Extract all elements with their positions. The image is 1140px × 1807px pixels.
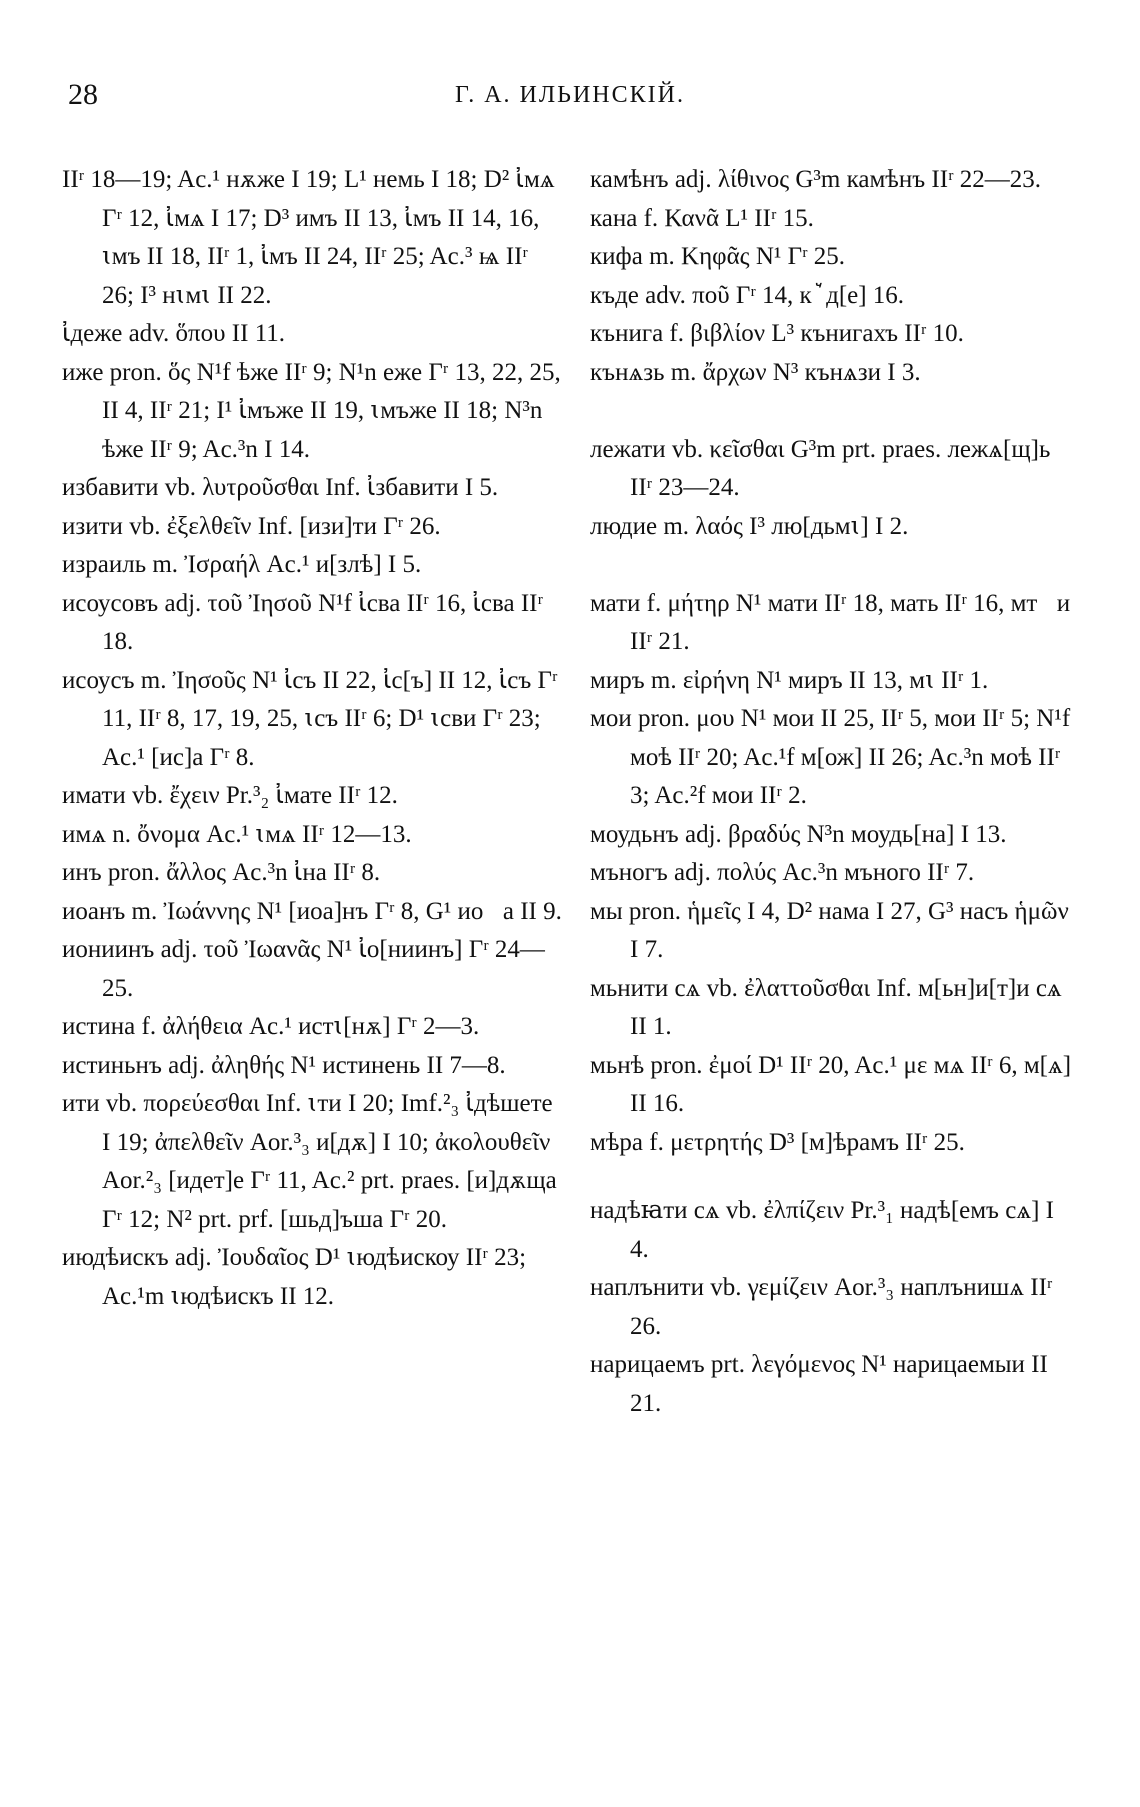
dictionary-entry: июдѣискъ adj. Ἰουδαῖος D¹ ꙇюдѣискоу IIʳ 23; Ac.¹m ꙇюдѣискъ II 12. xyxy=(62,1244,527,1310)
dictionary-entry: исоусъ m. Ἰησοῦς N¹ ꙇ҆съ II 22, ꙇ҆с[ъ] II 12, ꙇ҆съ Гʳ 11, IIʳ 8, 17, 19, 25, ꙇсъ IIʳ 6; D¹ ꙇсви Гʳ 23; Ac.¹ [ис]а Гʳ 8. xyxy=(62,666,558,771)
dictionary-entry: мы pron. ἡμεῖς I 4, D² нама I 27, G³ насъ ἡμῶν I 7. xyxy=(590,897,1069,963)
dictionary-entry: камѣнъ adj. λίθινος G³m камѣнъ IIʳ 22—23. xyxy=(590,166,1042,193)
dictionary-entry: мати f. μήτηρ N¹ мати IIʳ 18, мать IIʳ 16, мтⷥи IIʳ 21. xyxy=(590,589,1071,655)
section-gap xyxy=(590,1162,1078,1192)
dictionary-entry: кифа m. Κηφᾶς N¹ Гʳ 25. xyxy=(590,243,846,270)
page-number: 28 xyxy=(68,78,98,111)
dictionary-entry: мѣра f. μετρητής D³ [м]ѣрамъ IIʳ 25. xyxy=(590,1128,965,1156)
right-column xyxy=(590,161,1078,1423)
dictionary-entry: истина f. ἀλήθεια Ac.¹ истꙇ[нѫ] Гʳ 2—3. xyxy=(62,1013,480,1040)
dictionary-entry: къде adv. ποῦ Гʳ 14, кꙿд[е] 16. xyxy=(590,281,905,309)
dictionary-entry: лежати vb. κεῖσθαι G³m prt. praes. лежѧ[щ]ь IIʳ 23—24. xyxy=(590,435,1051,501)
dictionary-entry: иже pron. ὅς N¹f ѣже IIʳ 9; N¹n еже Гʳ 13, 22, 25, II 4, IIʳ 21; I¹ ꙇ҆мъже II 19, ꙇмъже II 18; N³n ѣже IIʳ 9; Ac.³n I 14. xyxy=(62,358,561,463)
running-head: Г. А. ИЛЬИНСКІЙ. xyxy=(455,82,685,108)
dictionary-entry: инъ pron. ἄλλος Ac.³n ꙇ҆на IIʳ 8. xyxy=(62,859,381,886)
dictionary-entry: людие m. λαός I³ лю[дьмꙇ] I 2. xyxy=(590,512,909,540)
dictionary-entry: ꙇ҆деже adv. ὅπου II 11. xyxy=(62,320,286,347)
dictionary-entry: имѧ n. ὄνομα Ac.¹ ꙇмѧ IIʳ 12—13. xyxy=(62,820,412,848)
dictionary-entry: моудьнъ adj. βραδύς N³n моудь[на] I 13. xyxy=(590,820,1007,848)
dictionary-entry: мъногъ adj. πολύς Ac.³n мъного IIʳ 7. xyxy=(590,859,975,886)
dictionary-entry: надѣꙗти сѧ vb. ἐλπίζειν Pr.³₁ надѣ[емъ сѧ] I 4. xyxy=(590,1197,1054,1263)
dictionary-entry: миръ m. εἰρήνη N¹ миръ II 13, мꙇ IIʳ 1. xyxy=(590,666,989,694)
dictionary-entry: кана f. Κανᾶ L¹ IIʳ 15. xyxy=(590,204,814,232)
dictionary-entry: иониинъ adj. τοῦ Ἰωανᾶς N¹ ꙇ҆о[ниинъ] Гʳ 24—25. xyxy=(62,936,545,1002)
dictionary-entry: имати vb. ἔχειν Pr.³₂ ꙇ҆мате IIʳ 12. xyxy=(62,782,398,809)
section-gap xyxy=(590,392,1078,431)
dictionary-entry: избавити vb. λυτροῦσθαι Inf. ꙇ҆збавити I 5. xyxy=(62,474,499,501)
dictionary-entry: кънѧзь m. ἄρχων N³ кънѧзи I 3. xyxy=(590,358,921,386)
dictionary-entry: иоанъ m. Ἰωάννης N¹ [иоа]нъ Гʳ 8, G¹ иоⷩа II 9. xyxy=(62,897,562,925)
left-column xyxy=(62,161,562,1316)
dictionary-entry: ити vb. πορεύεσθαι Inf. ꙇти I 20; Imf.²₃ ꙇ҆дѣшете I 19; ἀπελθεῖν Aor.³₃ и[дѫ] I 10; ἀκολουθεῖν Aor.²₃ [идет]е Гʳ 11, Ac.² prt. praes. [и]дѫща Гʳ 12; N² prt. prf. [шьд]ъша Гʳ 20. xyxy=(62,1090,557,1233)
dictionary-entry: изити vb. ἐξελθεῖν Inf. [изи]ти Гʳ 26. xyxy=(62,512,441,540)
dictionary-entry: мои pron. μου N¹ мои II 25, IIʳ 5, мои IIʳ 5; N¹f моѣ IIʳ 20; Ac.¹f м[ож] II 26; Ac.³n моѣ IIʳ 3; Ac.²f мои IIʳ 2. xyxy=(590,705,1071,809)
dictionary-entry: кънига f. βιβλίον L³ кънигахъ IIʳ 10. xyxy=(590,320,964,347)
dictionary-entry: мьнѣ pron. ἐμοί D¹ IIʳ 20, Ac.¹ με мѧ IIʳ 6, м[ѧ] II 16. xyxy=(590,1051,1072,1117)
dictionary-entry: нарицаемъ prt. λεγόμενος N¹ нарицаемыи II 21. xyxy=(590,1351,1048,1417)
dictionary-entry: истиньнъ adj. ἀληθής N¹ истинень II 7—8. xyxy=(62,1051,506,1079)
dictionary-entry: израиль m. Ἰσραήλ Ac.¹ и[злѣ] I 5. xyxy=(62,551,422,578)
dictionary-entry: IIʳ 18—19; Ac.¹ нѫже I 19; L¹ немь I 18; D² ꙇ҆мѧ Гʳ 12, ꙇ҆мѧ I 17; D³ имъ II 13, ꙇ҆мъ II 14, 16, ꙇмъ II 18, IIʳ 1, ꙇ҆мъ II 24, IIʳ 25; Ac.³ ѩ IIʳ 26; I³ нꙇмꙇ II 22. xyxy=(62,166,555,309)
dictionary-entry: наплънити vb. γεμίζειν Aor.³₃ наплънишѧ IIʳ 26. xyxy=(590,1274,1053,1340)
dictionary-entry: мьнити сѧ vb. ἐλαττοῦσθαι Inf. м[ьн]и[т]и сѧ II 1. xyxy=(590,974,1062,1040)
page-header xyxy=(0,78,1140,118)
dictionary-entry: исоусовъ adj. τοῦ Ἰησοῦ N¹f ꙇ҆сва IIʳ 16, ꙇ҆сва IIʳ 18. xyxy=(62,589,543,655)
section-gap xyxy=(590,546,1078,585)
